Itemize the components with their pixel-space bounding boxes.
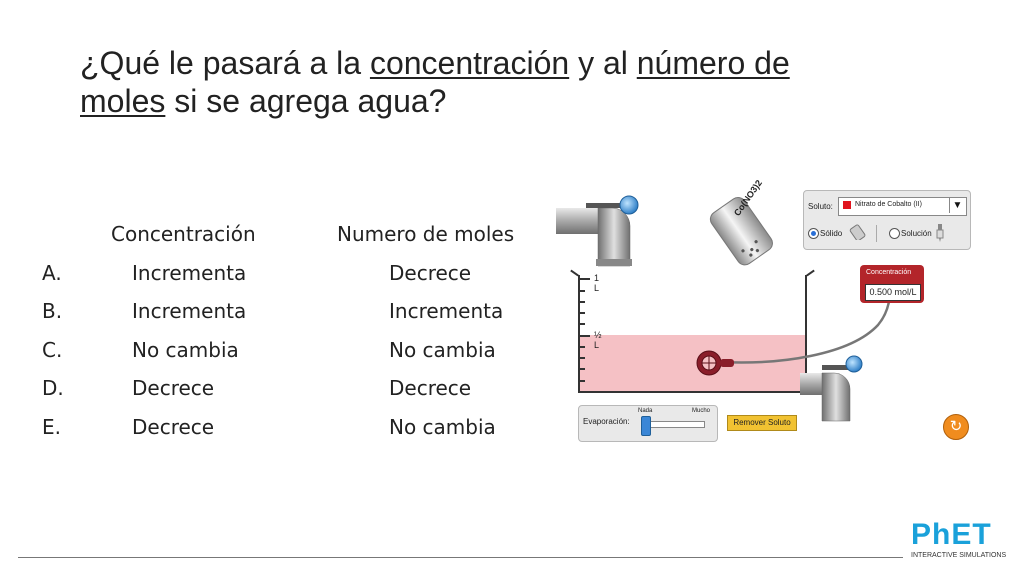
tick-mark — [580, 357, 585, 359]
option-letter: D. — [42, 376, 64, 400]
option-moles: No cambia — [389, 415, 496, 439]
option-moles: No cambia — [389, 338, 496, 362]
option-concentration: Incrementa — [132, 299, 247, 323]
solution-radio-label: Solución — [901, 229, 932, 238]
option-concentration: No cambia — [132, 338, 239, 362]
volume-label-half: ½ L — [594, 330, 602, 350]
tick-mark — [580, 368, 585, 370]
footer-divider — [18, 557, 903, 558]
phet-logo — [911, 518, 1009, 568]
beaker-lip-right — [806, 270, 815, 277]
tick-mark — [580, 301, 585, 303]
beaker-lip-left — [570, 270, 579, 277]
solid-radio-label: Sólido — [820, 229, 843, 238]
conc-meter-title: Concentración — [866, 269, 912, 276]
moles-term: moles — [80, 83, 166, 119]
tick-mark — [580, 323, 585, 325]
header-moles: Numero de moles — [337, 222, 515, 246]
beaker-bottom — [578, 391, 807, 393]
question-title: ¿Qué le pasará a la concentración y al número de moles si se agrega agua? — [80, 45, 790, 119]
option-moles: Decrece — [389, 261, 472, 285]
evaporation-min-label: Nada — [638, 408, 653, 414]
option-letter: A. — [42, 261, 62, 285]
evaporation-slider-thumb[interactable] — [641, 416, 651, 436]
dropdown-arrow-icon[interactable]: ▼ — [949, 198, 965, 213]
reset-icon[interactable]: ↻ — [943, 414, 969, 440]
option-letter: E. — [42, 415, 61, 439]
tick-mark — [580, 335, 590, 337]
evaporation-label: Evaporación: — [583, 417, 630, 426]
dropper-icon — [935, 223, 945, 243]
tick-mark — [580, 346, 585, 348]
solution-radio[interactable] — [889, 228, 900, 239]
phet-logo-word: PhET — [911, 518, 992, 551]
number-of-term: número de — [636, 45, 790, 81]
option-concentration: Incrementa — [132, 261, 247, 285]
header-concentration: Concentración — [111, 222, 256, 246]
option-moles: Incrementa — [389, 299, 504, 323]
option-moles: Decrece — [389, 376, 472, 400]
beaker-left-wall — [578, 275, 580, 392]
panel-divider — [876, 225, 877, 242]
tick-mark — [580, 290, 585, 292]
volume-label-1l: 1 L — [594, 273, 600, 293]
phet-logo-subtitle: INTERACTIVE SIMULATIONS — [911, 552, 1007, 559]
option-letter: B. — [42, 299, 63, 323]
drain-faucet[interactable] — [800, 353, 865, 423]
tick-mark — [580, 380, 585, 382]
option-concentration: Decrece — [132, 415, 215, 439]
water-faucet-top[interactable] — [556, 193, 641, 268]
option-concentration: Decrece — [132, 376, 215, 400]
shaker-label: Co(NO3)2 — [732, 177, 765, 218]
option-letter: C. — [42, 338, 63, 362]
solute-color-swatch — [843, 201, 851, 209]
conc-meter-value: 0.500 mol/L — [865, 284, 921, 301]
solute-selected-value: Nitrato de Cobalto (II) — [855, 201, 922, 208]
concentration-probe[interactable] — [696, 349, 738, 379]
concentration-term: concentración — [369, 45, 570, 81]
evaporation-max-label: Mucho — [692, 408, 711, 414]
tick-mark — [580, 278, 590, 280]
solid-shaker-icon — [847, 224, 867, 240]
remove-solute-button[interactable]: Remover Soluto — [727, 415, 797, 431]
solute-label: Soluto: — [808, 202, 833, 211]
solid-radio[interactable] — [808, 228, 819, 239]
tick-mark — [580, 312, 585, 314]
